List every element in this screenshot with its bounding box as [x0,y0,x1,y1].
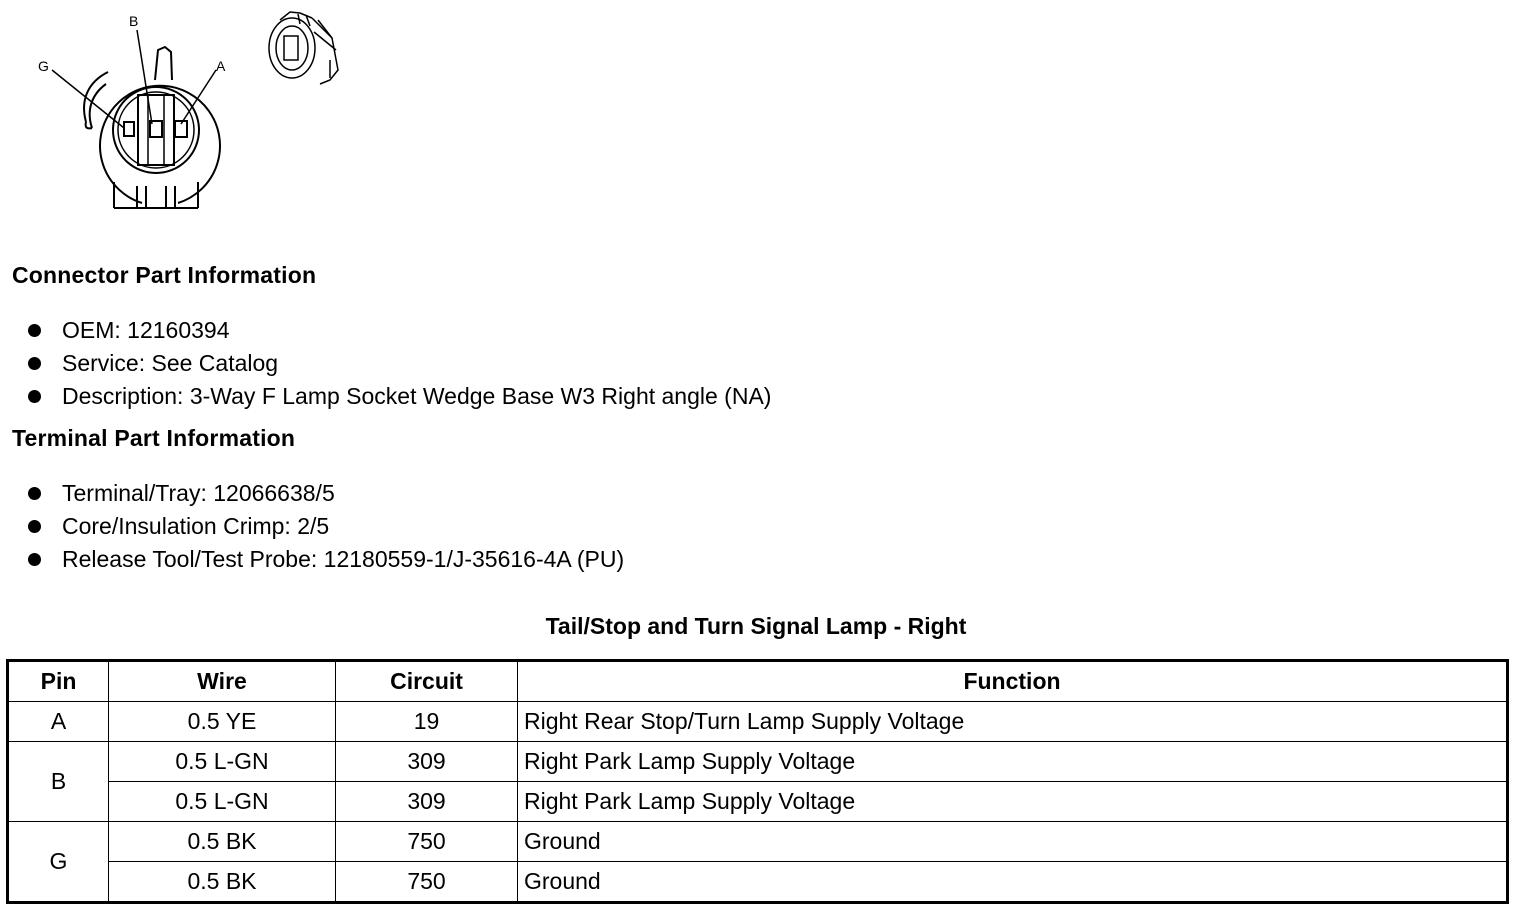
circuit-cell: 309 [336,742,518,782]
wire-cell: 0.5 L-GN [109,742,336,782]
list-item: Release Tool/Test Probe: 12180559-1/J-35616-4A (PU) [28,543,624,576]
connector-iso-view [269,12,338,84]
header-wire: Wire [109,661,336,702]
table-header-row [8,661,1508,702]
connector-diagram [0,0,360,220]
list-item: OEM: 12160394 [28,314,771,347]
wire-cell: 0.5 YE [109,702,336,742]
header-function: Function [518,661,1508,702]
terminal-part-info-list [28,477,624,576]
table-row [8,742,1508,782]
pin-cell: G [8,822,109,903]
header-pin: Pin [8,661,109,702]
circuit-cell: 309 [336,782,518,822]
table-caption: Tail/Stop and Turn Signal Lamp - Right [545,613,967,639]
pin-cell: A [8,702,109,742]
table-row [8,782,1508,822]
wire-cell: 0.5 BK [109,862,336,903]
list-item: Core/Insulation Crimp: 2/5 [28,510,624,543]
pin-label-a: A [216,58,226,74]
connector-part-info-heading: Connector Part Information [12,262,317,288]
function-cell: Ground [518,862,1508,903]
circuit-cell: 19 [336,702,518,742]
pin-label-g: G [38,58,49,74]
pin-cell: B [8,742,109,822]
list-item: Service: See Catalog [28,347,771,380]
pin-label-b: B [129,13,139,29]
table-row [8,862,1508,903]
circuit-cell: 750 [336,822,518,862]
function-cell: Right Rear Stop/Turn Lamp Supply Voltage [518,702,1508,742]
list-item: Description: 3-Way F Lamp Socket Wedge Base W3 Right angle (NA) [28,380,771,413]
pinout-table [6,659,1509,904]
list-item: Terminal/Tray: 12066638/5 [28,477,624,510]
function-cell: Right Park Lamp Supply Voltage [518,782,1508,822]
table-row [8,702,1508,742]
circuit-cell: 750 [336,862,518,903]
wire-cell: 0.5 L-GN [109,782,336,822]
function-cell: Ground [518,822,1508,862]
header-circuit: Circuit [336,661,518,702]
table-row [8,822,1508,862]
connector-part-info-list [28,314,771,413]
terminal-part-info-heading: Terminal Part Information [12,425,296,451]
wire-cell: 0.5 BK [109,822,336,862]
function-cell: Right Park Lamp Supply Voltage [518,742,1508,782]
